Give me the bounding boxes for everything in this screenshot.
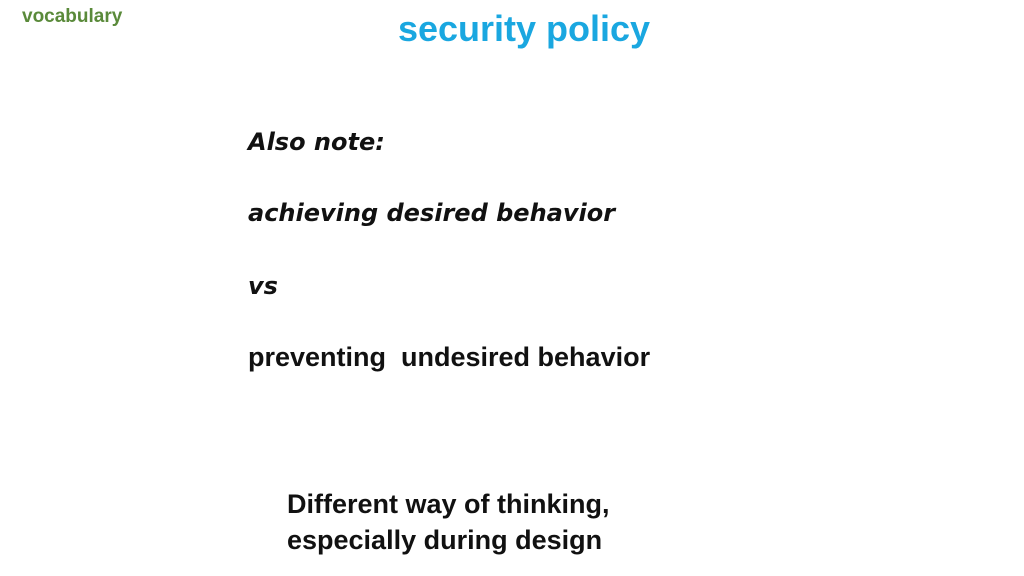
- note-desired-behavior: achieving desired behavior: [248, 199, 616, 227]
- closing-line-2: especially during design: [287, 525, 603, 555]
- slide-title: security policy: [397, 8, 651, 49]
- note-heading: Also note:: [248, 128, 385, 156]
- note-undesired-behavior: preventing undesired behavior: [248, 342, 651, 372]
- closing-statement: [287, 486, 610, 558]
- topic-label: vocabulary: [22, 6, 123, 27]
- note-versus: vs: [248, 272, 278, 300]
- closing-line-1: Different way of thinking,: [287, 489, 610, 519]
